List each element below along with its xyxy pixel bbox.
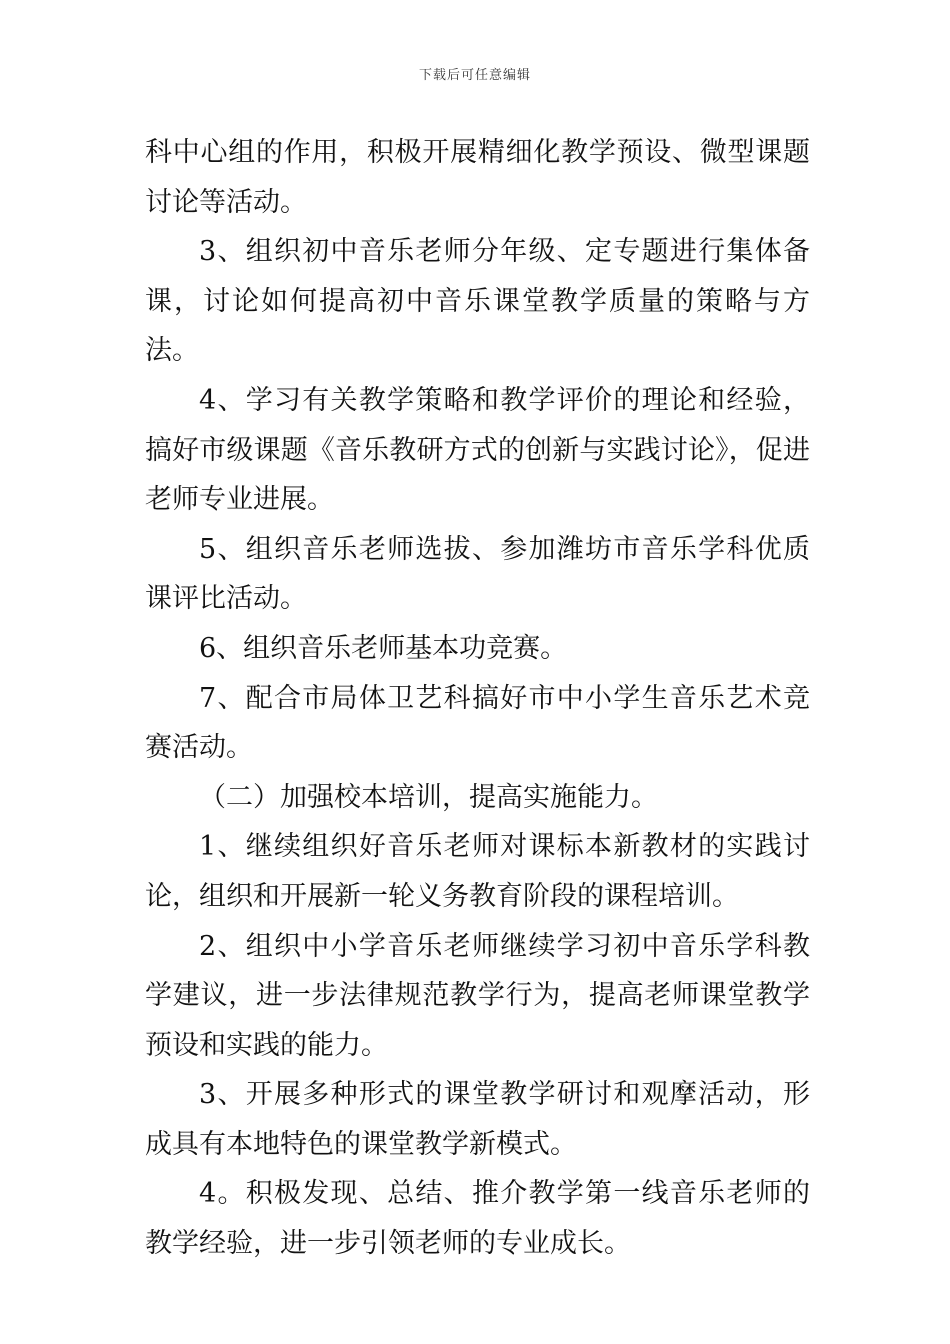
paragraph: 科中心组的作用，积极开展精细化教学预设、微型课题讨论等活动。: [145, 137, 810, 218]
paragraph: 7、配合市局体卫艺科搞好市中小学生音乐艺术竞赛活动。: [145, 682, 810, 764]
page-header-note: 下载后可任意编辑: [418, 68, 531, 83]
paragraph: 3、组织初中音乐老师分年级、定专题进行集体备课，讨论如何提高初中音乐课堂教学质量的策略与方法。: [145, 236, 810, 367]
paragraph: 4、学习有关教学策略和教学评价的理论和经验，搞好市级课题《音乐教研方式的创新与实践讨论》，促进老师专业进展。: [145, 384, 810, 516]
section-heading: （二）加强校本培训，提高实施能力。: [199, 781, 658, 813]
paragraph: 2、组织中小学音乐老师继续学习初中音乐学科教学建议，进一步法律规范教学行为，提高老师课堂教学预设和实践的能力。: [145, 930, 810, 1061]
document-body: [145, 128, 810, 1269]
paragraph: 5、组织音乐老师选拔、参加潍坊市音乐学科优质课评比活动。: [145, 533, 810, 615]
paragraph: 4。积极发现、总结、推介教学第一线音乐老师的教学经验，进一步引领老师的专业成长。: [145, 1178, 810, 1260]
paragraph: 3、开展多种形式的课堂教学研讨和观摩活动，形成具有本地特色的课堂教学新模式。: [145, 1079, 810, 1160]
paragraph: 1、继续组织好音乐老师对课标本新教材的实践讨论，组织和开展新一轮义务教育阶段的课程培训。: [145, 831, 810, 912]
paragraph: 6、组织音乐老师基本功竞赛。: [199, 632, 568, 664]
